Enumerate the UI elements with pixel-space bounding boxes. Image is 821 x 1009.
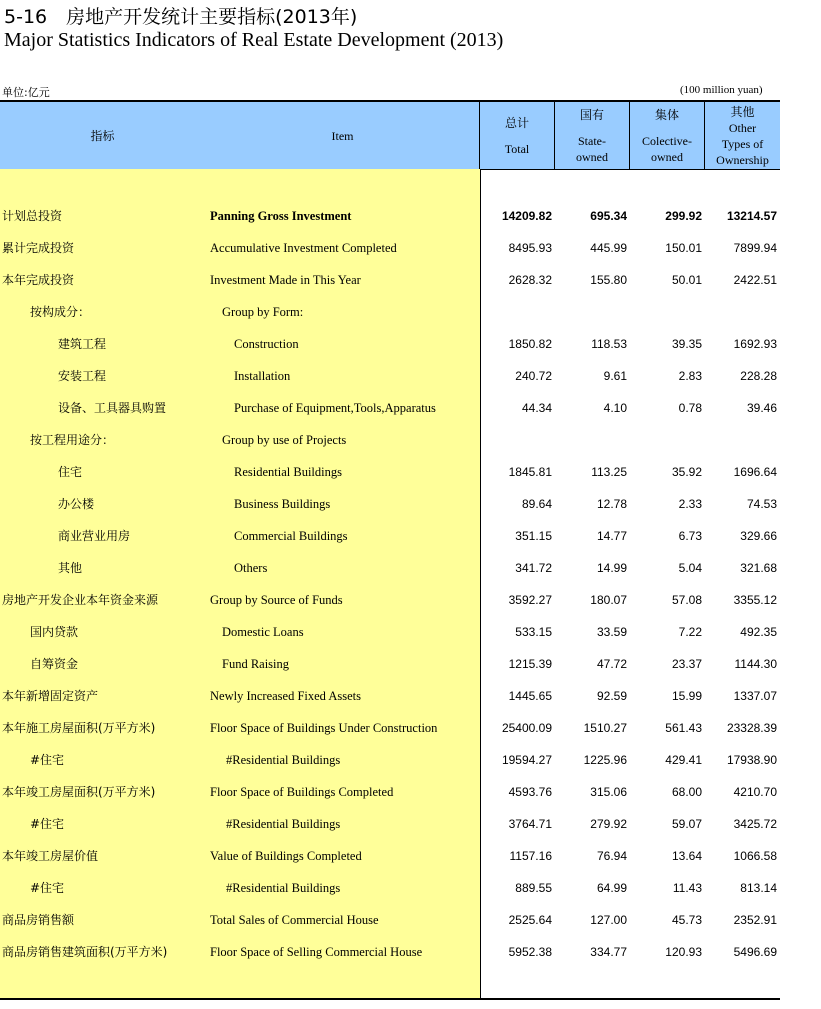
item-en: Domestic Loans xyxy=(222,625,304,639)
value-collective: 45.73 xyxy=(671,913,702,927)
table-row xyxy=(0,232,780,264)
table-row xyxy=(0,520,780,552)
value-total: 341.72 xyxy=(515,561,552,575)
value-total: 1157.16 xyxy=(509,849,552,863)
value-state: 155.80 xyxy=(590,273,627,287)
indicator-cn: 商品房销售额 xyxy=(2,913,75,927)
value-state: 279.92 xyxy=(590,817,627,831)
page-title-english: Major Statistics Indicators of Real Estate Development (2013) xyxy=(4,29,504,51)
header-state-en2: owned xyxy=(576,149,608,164)
indicator-cn: 本年竣工房屋价值 xyxy=(2,849,99,863)
header-collective-owned xyxy=(630,102,704,169)
value-collective: 5.04 xyxy=(678,561,702,575)
table-row xyxy=(0,840,780,872)
value-collective: 429.41 xyxy=(665,753,702,767)
table-row xyxy=(0,872,780,904)
indicator-cn: 自筹资金 xyxy=(30,657,79,671)
value-total xyxy=(480,424,552,456)
value-other: 2422.51 xyxy=(733,273,777,287)
indicator-cn: 设备、工具器具购置 xyxy=(58,401,167,415)
value-collective: 0.78 xyxy=(678,401,702,415)
table-row xyxy=(0,712,780,744)
value-other: 329.66 xyxy=(740,529,777,543)
indicator-cn: 本年新增固定资产 xyxy=(2,689,99,703)
value-collective: 2.33 xyxy=(678,497,702,511)
value-total: 4593.76 xyxy=(508,785,552,799)
indicator-cn: 建筑工程 xyxy=(58,337,107,351)
value-state: 695.34 xyxy=(590,209,627,223)
item-en: #Residential Buildings xyxy=(226,881,341,895)
value-collective: 57.08 xyxy=(671,593,702,607)
header-indicator-label: 指标 xyxy=(90,128,115,143)
value-state: 113.25 xyxy=(591,465,627,479)
value-other xyxy=(705,296,777,328)
value-collective xyxy=(630,296,702,328)
header-collective-cn: 集体 xyxy=(654,107,679,122)
value-total: 5952.38 xyxy=(508,945,552,959)
value-total: 8495.93 xyxy=(508,241,552,255)
value-state: 76.94 xyxy=(596,849,627,863)
value-other: 39.46 xyxy=(746,401,777,415)
item-en: Construction xyxy=(234,337,299,351)
item-en: Floor Space of Selling Commercial House xyxy=(210,945,423,959)
item-en: Commercial Buildings xyxy=(234,529,348,543)
value-total: 351.15 xyxy=(515,529,552,543)
item-en: Purchase of Equipment,Tools,Apparatus xyxy=(234,401,436,415)
item-en: #Residential Buildings xyxy=(226,753,341,767)
item-en: Group by use of Projects xyxy=(222,433,347,447)
value-other: 7899.94 xyxy=(733,241,777,255)
value-state: 64.99 xyxy=(596,881,627,895)
table-row xyxy=(0,200,780,232)
indicator-cn: 其他 xyxy=(58,561,83,575)
unit-label-chinese: 单位:亿元 xyxy=(2,86,50,99)
value-collective: 150.01 xyxy=(665,241,702,255)
value-collective: 6.73 xyxy=(678,529,702,543)
value-other: 1337.07 xyxy=(733,689,777,703)
indicator-cn: 累计完成投资 xyxy=(2,241,75,255)
item-en: Group by Source of Funds xyxy=(210,593,343,607)
value-collective: 11.43 xyxy=(672,881,702,895)
value-total: 19594.27 xyxy=(501,753,552,767)
value-other: 228.28 xyxy=(740,369,777,383)
item-en: Installation xyxy=(234,369,291,383)
value-state: 118.53 xyxy=(591,337,627,351)
value-state: 33.59 xyxy=(596,625,627,639)
value-collective: 59.07 xyxy=(671,817,702,831)
page-title-chinese: 5-16 房地产开发统计主要指标(2013年) xyxy=(4,6,358,28)
header-other-en1: Other xyxy=(728,120,757,135)
item-en: Accumulative Investment Completed xyxy=(210,241,397,255)
value-other: 492.35 xyxy=(740,625,777,639)
value-state: 445.99 xyxy=(590,241,627,255)
value-collective: 23.37 xyxy=(671,657,702,671)
header-indicator xyxy=(0,102,205,169)
value-collective: 561.43 xyxy=(665,721,702,735)
indicator-cn: 房地产开发企业本年资金来源 xyxy=(2,593,159,607)
table-bottom-rule xyxy=(0,998,780,1000)
item-en: Others xyxy=(234,561,268,575)
unit-label-english: (100 million yuan) xyxy=(680,84,763,96)
indicator-cn: 办公楼 xyxy=(58,497,95,511)
header-other-ownership xyxy=(705,102,780,169)
value-state: 92.59 xyxy=(596,689,627,703)
value-total: 3764.71 xyxy=(508,817,552,831)
value-state: 1510.27 xyxy=(583,721,627,735)
item-en: Residential Buildings xyxy=(234,465,342,479)
value-other: 74.53 xyxy=(746,497,777,511)
item-en: Floor Space of Buildings Under Construction xyxy=(210,721,438,735)
item-en: Value of Buildings Completed xyxy=(210,849,362,863)
item-en: Panning Gross Investment xyxy=(210,209,352,223)
value-total: 240.72 xyxy=(515,369,552,383)
indicator-cn: 按构成分： xyxy=(30,305,91,319)
indicator-cn: 计划总投资 xyxy=(2,209,63,223)
value-total: 2525.64 xyxy=(508,913,552,927)
value-total: 25400.09 xyxy=(501,721,552,735)
value-other: 321.68 xyxy=(740,561,777,575)
indicator-cn: 国内贷款 xyxy=(30,625,79,639)
table-row xyxy=(0,360,780,392)
value-other: 5496.69 xyxy=(733,945,777,959)
value-other: 2352.91 xyxy=(733,913,777,927)
value-state: 315.06 xyxy=(590,785,627,799)
table-row xyxy=(0,744,780,776)
value-state: 127.00 xyxy=(590,913,627,927)
indicator-cn: #住宅 xyxy=(30,753,65,767)
item-en: Investment Made in This Year xyxy=(210,273,361,287)
value-other: 1144.30 xyxy=(734,657,777,671)
value-total: 44.34 xyxy=(521,401,552,415)
table-row xyxy=(0,808,780,840)
header-other-en2: Types of xyxy=(721,136,764,151)
header-item xyxy=(205,102,480,169)
value-other: 3355.12 xyxy=(733,593,777,607)
table-row xyxy=(0,488,780,520)
table-row xyxy=(0,616,780,648)
value-total: 3592.27 xyxy=(508,593,552,607)
value-total: 1445.65 xyxy=(508,689,552,703)
header-state-owned xyxy=(555,102,629,169)
table-row xyxy=(0,424,780,456)
table-row xyxy=(0,456,780,488)
item-en: Business Buildings xyxy=(234,497,331,511)
value-collective: 299.92 xyxy=(665,209,702,223)
header-state-cn: 国有 xyxy=(579,107,604,122)
value-collective: 120.93 xyxy=(665,945,702,959)
value-state xyxy=(555,424,627,456)
indicator-cn: 本年完成投资 xyxy=(2,273,75,287)
item-en: Newly Increased Fixed Assets xyxy=(210,689,362,703)
value-total: 1850.82 xyxy=(508,337,552,351)
value-state: 14.99 xyxy=(596,561,627,575)
table-row xyxy=(0,296,780,328)
indicator-cn: #住宅 xyxy=(30,817,65,831)
table-row xyxy=(0,936,780,968)
table-row xyxy=(0,776,780,808)
item-en: Group by Form: xyxy=(222,305,304,319)
value-collective: 2.83 xyxy=(678,369,702,383)
table-row xyxy=(0,584,780,616)
value-collective: 68.00 xyxy=(671,785,702,799)
value-other: 1066.58 xyxy=(733,849,777,863)
value-total: 89.64 xyxy=(521,497,552,511)
value-total: 2628.32 xyxy=(508,273,552,287)
value-other: 17938.90 xyxy=(726,753,777,767)
table-row xyxy=(0,392,780,424)
table-row xyxy=(0,264,780,296)
value-total xyxy=(480,296,552,328)
indicator-cn: 商业营业用房 xyxy=(58,529,131,543)
item-en: Floor Space of Buildings Completed xyxy=(210,785,394,799)
value-other: 1692.93 xyxy=(733,337,777,351)
value-other: 813.14 xyxy=(740,881,777,895)
indicator-cn: 本年施工房屋面积(万平方米) xyxy=(2,721,156,735)
table-row xyxy=(0,328,780,360)
value-other: 4210.70 xyxy=(733,785,777,799)
value-state: 12.78 xyxy=(596,497,627,511)
value-total: 533.15 xyxy=(515,625,552,639)
value-collective: 13.64 xyxy=(671,849,702,863)
indicator-cn: 商品房销售建筑面积(万平方米) xyxy=(2,945,168,959)
header-collective-en1: Colective- xyxy=(642,133,692,148)
header-item-label: Item xyxy=(331,128,354,143)
value-state: 47.72 xyxy=(596,657,627,671)
value-total: 889.55 xyxy=(515,881,552,895)
value-total: 14209.82 xyxy=(501,209,552,223)
table-row xyxy=(0,904,780,936)
value-collective: 7.22 xyxy=(678,625,702,639)
header-collective-en2: owned xyxy=(651,149,683,164)
value-state: 4.10 xyxy=(603,401,627,415)
value-collective: 50.01 xyxy=(671,273,702,287)
header-total xyxy=(480,102,554,169)
value-state: 180.07 xyxy=(590,593,627,607)
header-total-en: Total xyxy=(504,141,530,156)
value-other: 3425.72 xyxy=(733,817,777,831)
value-total: 1215.39 xyxy=(508,657,552,671)
item-en: Total Sales of Commercial House xyxy=(210,913,379,927)
value-other xyxy=(705,424,777,456)
item-en: #Residential Buildings xyxy=(226,817,341,831)
value-state: 1225.96 xyxy=(583,753,627,767)
table-row xyxy=(0,552,780,584)
value-other: 13214.57 xyxy=(726,209,777,223)
indicator-cn: 按工程用途分： xyxy=(30,433,115,447)
indicator-cn: 住宅 xyxy=(58,465,83,479)
item-en: Fund Raising xyxy=(222,657,290,671)
value-total: 1845.81 xyxy=(508,465,552,479)
value-collective: 35.92 xyxy=(671,465,702,479)
header-total-cn: 总计 xyxy=(504,115,529,130)
header-state-en1: State- xyxy=(578,133,606,148)
value-state: 9.61 xyxy=(603,369,627,383)
indicator-cn: #住宅 xyxy=(30,881,65,895)
value-state xyxy=(555,296,627,328)
value-state: 14.77 xyxy=(596,529,627,543)
value-collective: 15.99 xyxy=(671,689,702,703)
value-collective xyxy=(630,424,702,456)
indicator-cn: 本年竣工房屋面积(万平方米) xyxy=(2,785,156,799)
table-row xyxy=(0,648,780,680)
table-row xyxy=(0,680,780,712)
value-collective: 39.35 xyxy=(671,337,702,351)
header-other-cn: 其他 xyxy=(730,104,755,119)
value-other: 23328.39 xyxy=(726,721,777,735)
value-state: 334.77 xyxy=(590,945,627,959)
value-other: 1696.64 xyxy=(733,465,777,479)
header-other-en3: Ownership xyxy=(716,152,769,167)
indicator-cn: 安装工程 xyxy=(58,369,107,383)
